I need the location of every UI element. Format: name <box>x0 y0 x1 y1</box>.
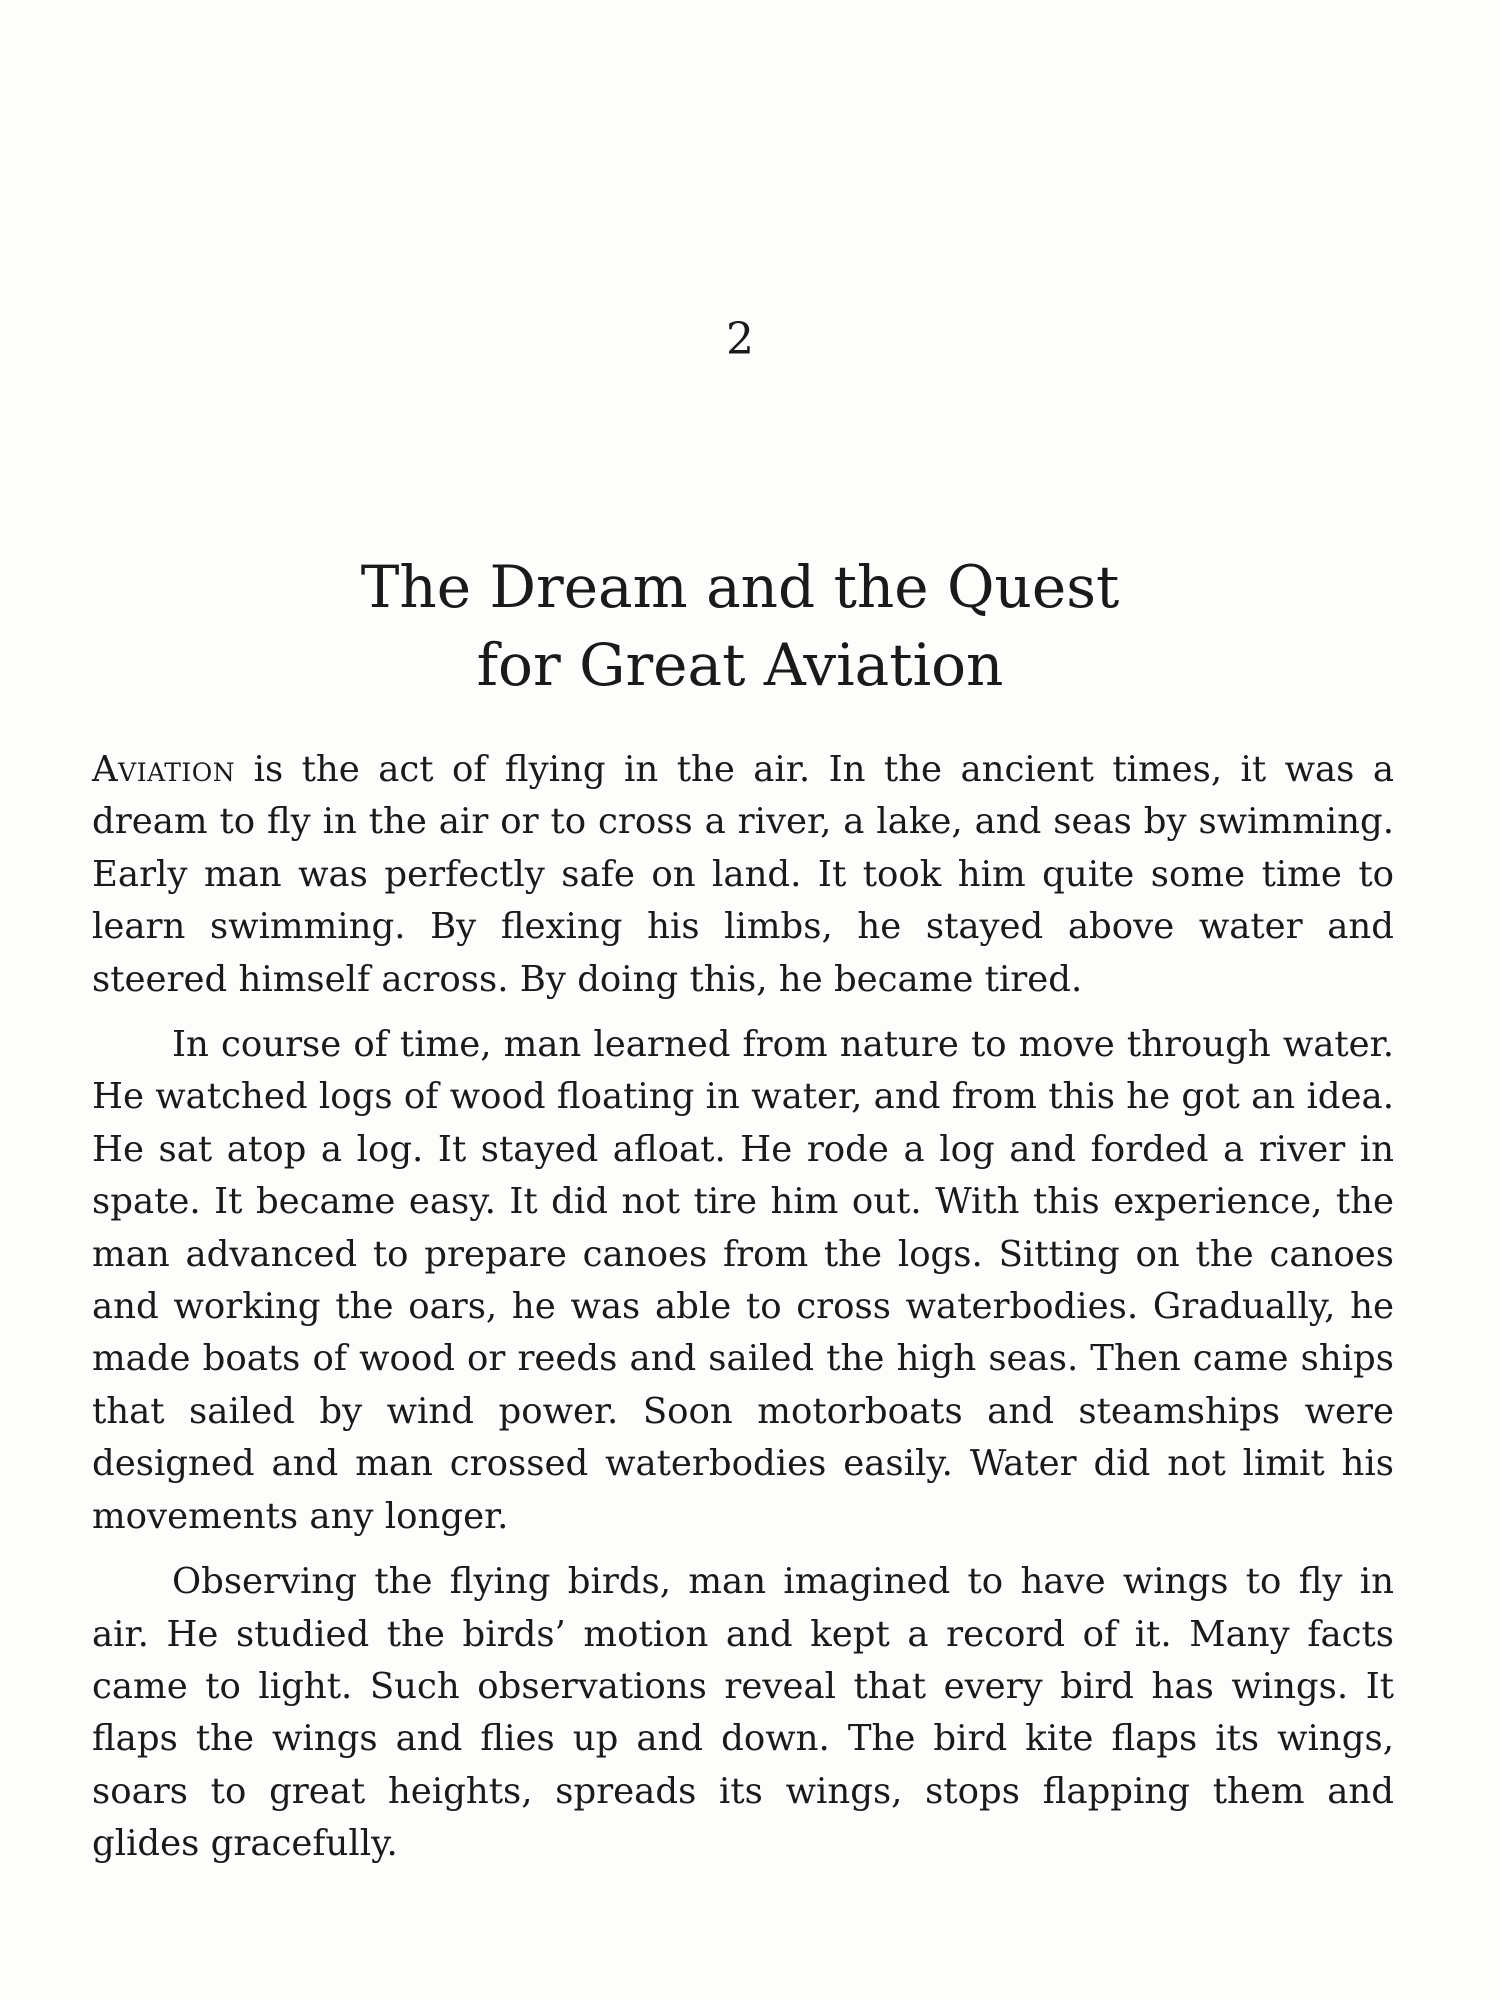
paragraph-2: In course of time, man learned from nature to move through water. He watched logs of wood floating in water, and from this he got an idea. He sat atop a log. It stayed afloat. He rode a log and forded a river in spate. It became easy. It did not tire him out. With this experience, the man advanced to prepare canoes from the logs. Sitting on the canoes and working the oars, he was able to cross waterbodies. Gradually, he made boats of wood or reeds and sailed the high seas. Then came ships that sailed by wind power. Soon motorboats and steamships were designed and man crossed waterbodies easily. Water did not limit his movements any longer. <box>92 1024 1394 1537</box>
paragraph-1-text: is the act of flying in the air. In the ancient times, it was a dream to fly in the air or to cross a river, a lake, and seas by swimming. Early man was perfectly safe on land. It took him quite some time to learn swimming. By flexing his limbs, he stayed above water and steered himself across. By doing this, he became tired. <box>92 749 1394 1000</box>
chapter-number: 2 <box>726 314 754 365</box>
chapter-title-line-2: for Great Aviation <box>476 631 1004 699</box>
lead-word: Aviation <box>92 749 236 790</box>
chapter-title <box>0 548 1480 704</box>
paragraph-3: Observing the flying birds, man imagined to have wings to fly in air. He studied the birds’ motion and kept a record of it. Many facts came to light. Such observations reveal that every bird has wings. It flaps the wings and flies up and down. The bird kite flaps its wings, soars to great heights, spreads its wings, stops flapping them and glides gracefully. <box>92 1561 1394 1865</box>
chapter-body <box>92 744 1394 1884</box>
chapter-title-line-1: The Dream and the Quest <box>360 553 1120 621</box>
paragraph-1 <box>92 744 1394 1006</box>
